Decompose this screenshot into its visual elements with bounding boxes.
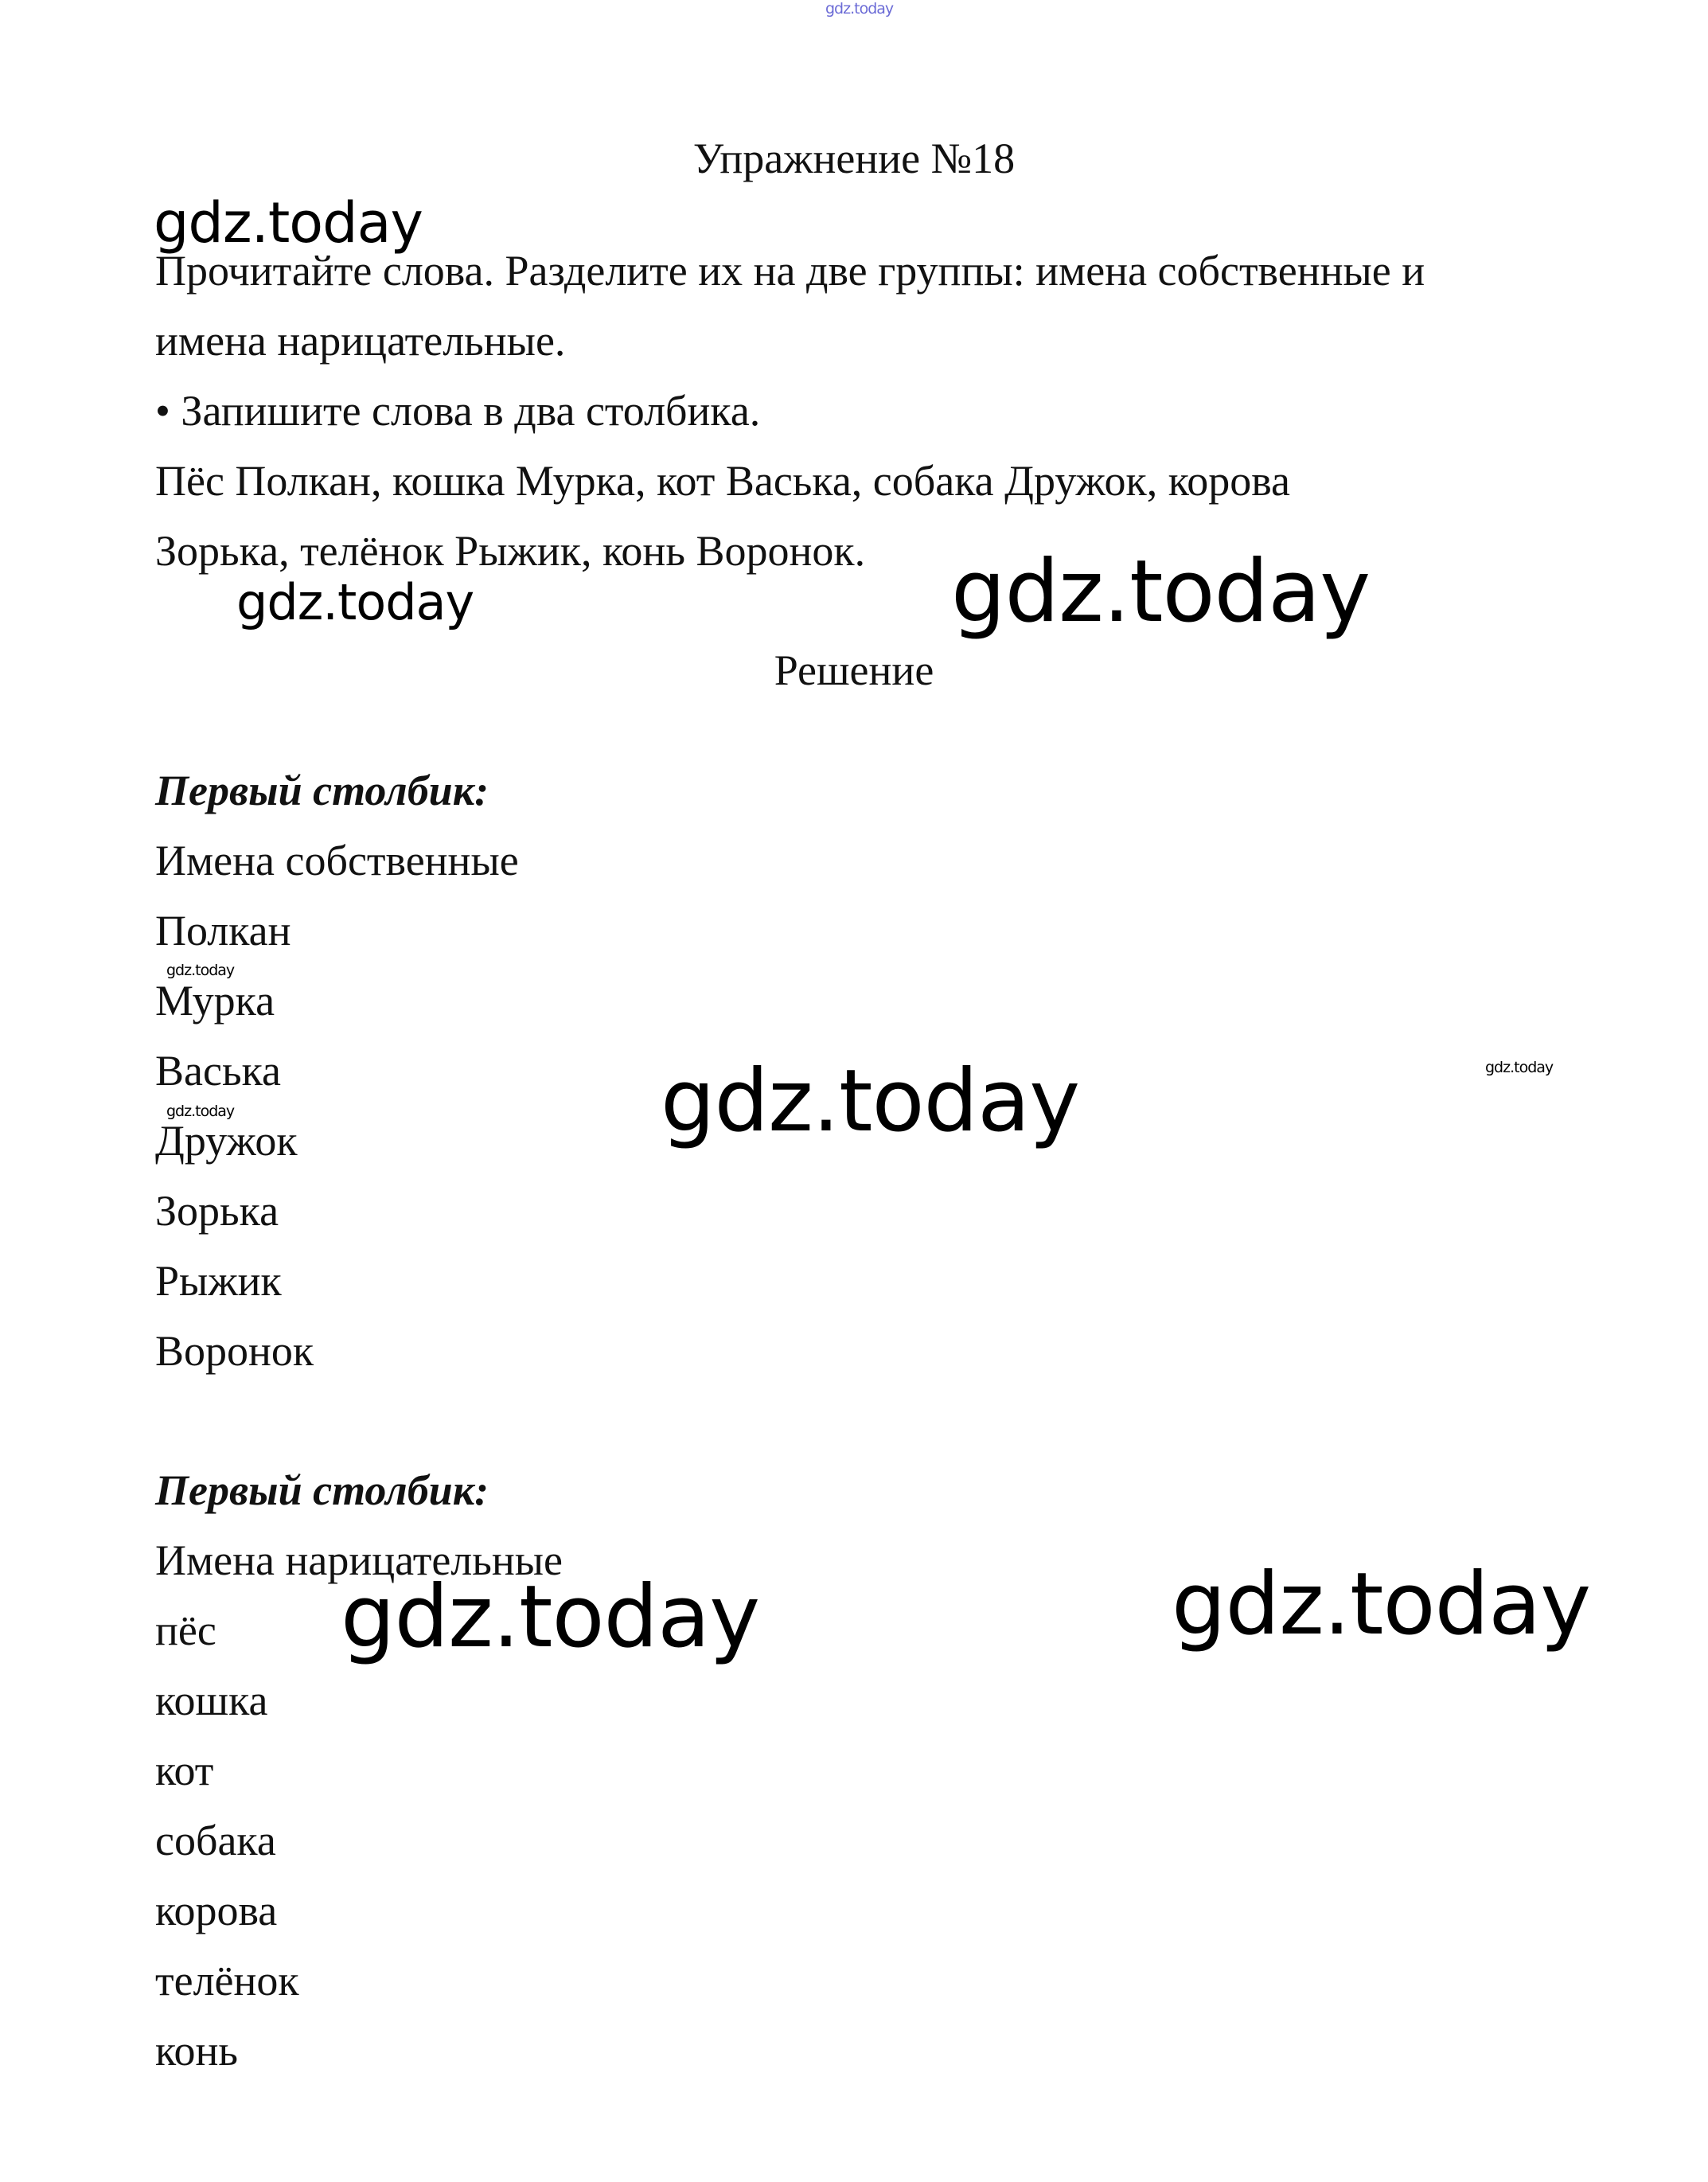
column1-item: Васька bbox=[155, 1047, 281, 1095]
column1-item: Мурка bbox=[155, 977, 275, 1025]
column1-item: Зорька bbox=[155, 1187, 279, 1235]
column1-item: Рыжик bbox=[155, 1257, 282, 1305]
watermark-top: gdz.today bbox=[825, 0, 894, 18]
column1-item: Полкан bbox=[155, 907, 291, 954]
column2-heading: Первый столбик: bbox=[155, 1466, 489, 1514]
column2-item: корова bbox=[155, 1887, 278, 1934]
task-line-2: имена нарицательные. bbox=[155, 317, 566, 365]
column2-subtitle: Имена нарицательные bbox=[155, 1536, 563, 1584]
watermark-after-title: gdz.today bbox=[154, 190, 423, 256]
solution-title: Решение bbox=[774, 646, 934, 694]
column1-heading: Первый столбик: bbox=[155, 767, 489, 814]
watermark-task-left: gdz.today bbox=[236, 573, 474, 631]
column2-item: пёс bbox=[155, 1606, 216, 1654]
watermark-center: gdz.today bbox=[661, 1052, 1080, 1151]
task-line-1: Прочитайте слова. Разделите их на две группы: имена собственные и bbox=[155, 247, 1425, 295]
column2-item: кошка bbox=[155, 1677, 268, 1724]
watermark-task-right: gdz.today bbox=[951, 542, 1371, 642]
task-line-5: Зорька, телёнок Рыжик, конь Воронок. bbox=[155, 527, 866, 575]
column2-item: собака bbox=[155, 1817, 276, 1864]
watermark-tiny-2: gdz.today bbox=[166, 1103, 235, 1120]
task-line-3: • Запишите слова в два столбика. bbox=[155, 387, 761, 435]
watermark-right-tiny: gdz.today bbox=[1485, 1059, 1554, 1076]
column1-subtitle: Имена собственные bbox=[155, 837, 519, 884]
watermark-lower-left: gdz.today bbox=[341, 1567, 760, 1667]
column1-item: Воронок bbox=[155, 1327, 314, 1375]
column2-item: конь bbox=[155, 2027, 239, 2075]
watermark-tiny-1: gdz.today bbox=[166, 962, 235, 979]
watermark-lower-right: gdz.today bbox=[1172, 1555, 1591, 1654]
exercise-title: Упражнение №18 bbox=[692, 135, 1016, 182]
task-line-4: Пёс Полкан, кошка Мурка, кот Васька, собака Дружок, корова bbox=[155, 457, 1290, 505]
column2-item: телёнок bbox=[155, 1957, 299, 2004]
column2-item: кот bbox=[155, 1747, 214, 1794]
column1-item: Дружок bbox=[155, 1117, 298, 1165]
